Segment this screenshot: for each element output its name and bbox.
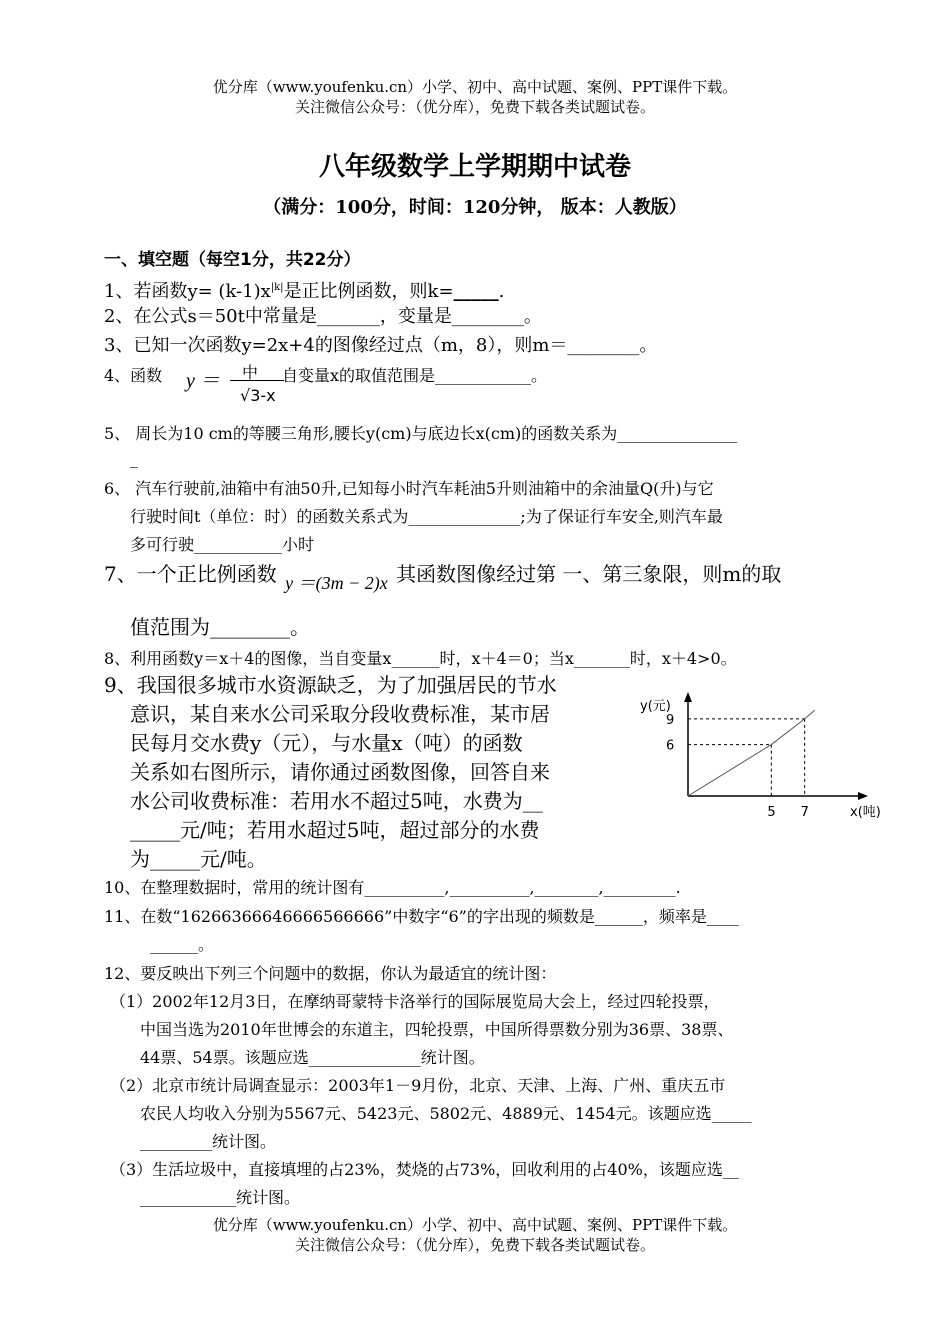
x-axis-label: x(吨) — [850, 805, 881, 820]
question-8: 8、利用函数y＝x＋4的图像，当自变量x______时，x＋4＝0；当x_______时，x＋4>0。 — [104, 649, 737, 668]
question-6-line-3: 多可行驶___________小时 — [130, 535, 315, 554]
question-3: 3、已知一次函数y=2x+4的图像经过点（m，8），则m＝________。 — [104, 335, 658, 356]
question-12-part-1-line-3: 44票、54票。该题应选______________统计图。 — [140, 1048, 485, 1067]
question-5: 5、 周长为10 cm的等腰三角形,腰长y(cm)与底边长x(cm)的函数关系为_______________ — [104, 424, 738, 443]
q1-text-b: 是正比例函数，则k= — [283, 281, 454, 302]
question-5-cont: _ — [130, 449, 138, 468]
water-fee-chart — [638, 690, 881, 830]
y-tick-label-1: 9 — [666, 712, 675, 728]
question-2: 2、在公式s＝50t中常量是_______，变量是________。 — [104, 306, 542, 327]
y-axis-label: y(元) — [640, 699, 671, 714]
question-4-label: 4、函数 — [104, 366, 163, 385]
section-fill-in-heading: 一、填空题（每空1分，共22分） — [104, 250, 361, 270]
question-7-line-1 — [104, 562, 782, 593]
y-axis-arrow — [684, 692, 692, 702]
question-11-cont: ______。 — [150, 935, 215, 954]
x-axis-arrow — [858, 792, 868, 800]
question-12-part-1-line-2: 中国当选为2010年世博会的东道主，四轮投票，中国所得票数分别为36票、38票、 — [140, 1020, 734, 1039]
question-9-line-3: 民每月交水费y（元），与水量x（吨）的函数 — [130, 731, 523, 755]
question-12-part-2-line-2: 农民人均收入分别为5567元、5423元、5802元、4889元、1454元。该题应选_____ — [140, 1104, 752, 1123]
header-line-1: 优分库（www.youfenku.cn）小学、初中、高中试题、案例、PPT课件下载。 — [212, 78, 738, 96]
question-12-intro: 12、要反映出下列三个问题中的数据，你认为最适宜的统计图： — [104, 964, 557, 983]
question-9-line-1: 9、我国很多城市水资源缺乏，为了加强居民的节水 — [104, 673, 557, 697]
question-1 — [104, 276, 504, 304]
q1-text-a: 1、若函数y= (k-1)x — [104, 281, 271, 302]
question-12-part-2-line-3: _________统计图。 — [140, 1132, 277, 1151]
x-tick-label-1: 7 — [800, 805, 809, 820]
question-4-text: 自变量x的取值范围是____________。 — [282, 366, 548, 385]
footer-line-1: 优分库（www.youfenku.cn）小学、初中、高中试题、案例、PPT课件下载。 — [212, 1216, 738, 1234]
question-7-line-2: 值范围为________。 — [130, 615, 310, 639]
question-12-part-2-line-1: （2）北京市统计局调查显示：2003年1－9月份，北京、天津、上海、广州、重庆五市 — [110, 1076, 726, 1095]
q7-formula: y ＝(3m − 2)x — [285, 573, 388, 593]
question-6-line-2: 行驶时间t（单位：时）的函数关系式为______________;为了保证行车安全,则汽车最 — [130, 507, 723, 526]
question-12-part-1-line-1: （1）2002年12月3日，在摩纳哥蒙特卡洛举行的国际展览局大会上，经过四轮投票， — [110, 992, 720, 1011]
footer-line-2: 关注微信公众号：（优分库），免费下载各类试题试卷。 — [294, 1236, 655, 1254]
question-9-line-6: _____元/吨；若用水超过5吨，超过部分的水费 — [130, 818, 540, 842]
q1-blank: _____ — [453, 281, 499, 302]
q1-exponent: |k| — [270, 282, 284, 293]
series-line-0 — [688, 710, 815, 796]
header-line-2: 关注微信公众号：（优分库），免费下载各类试题试卷。 — [294, 98, 655, 116]
question-10: 10、在整理数据时，常用的统计图有__________,__________,________,_________. — [104, 878, 681, 897]
question-12-part-3-line-2: ____________统计图。 — [140, 1188, 301, 1207]
x-tick-label-0: 5 — [767, 805, 776, 820]
question-9-line-2: 意识，某自来水公司采取分段收费标准，某市居 — [130, 702, 550, 726]
question-9-line-4: 关系如右图所示，请你通过函数图像，回答自来 — [130, 760, 550, 784]
question-12-part-3-line-1: （3）生活垃圾中，直接填埋的占23%，焚烧的占73%，回收利用的占40%，该题应选__ — [110, 1160, 739, 1179]
q1-end: . — [498, 281, 505, 302]
question-9-line-7: 为_____元/吨。 — [130, 847, 267, 871]
q4-denominator: √3-x — [240, 386, 276, 405]
page-subtitle: （满分：100分，时间：120分钟， 版本：人教版） — [263, 197, 687, 218]
q4-fraction-bar — [230, 380, 284, 381]
q7-text-a: 7、一个正比例函数 — [104, 562, 277, 586]
question-9-line-5: 水公司收费标准：若用水不超过5吨，水费为__ — [130, 789, 543, 813]
q4-fraction — [186, 360, 296, 410]
question-6-line-1: 6、 汽车行驶前,油箱中有油50升,已知每小时汽车耗油5升则油箱中的余油量Q(升)与它 — [104, 479, 714, 498]
q4-numerator: 中 — [242, 363, 259, 382]
q4-y-equals: y ＝ — [186, 370, 220, 392]
q7-text-b: 其函数图像经过第 一、第三象限，则m的取 — [396, 562, 782, 586]
y-tick-label-0: 6 — [666, 738, 675, 754]
page-title: 八年级数学上学期期中试卷 — [318, 152, 631, 182]
question-11: 11、在数“16266366646666566666”中数字“6”的字出现的频数是______，频率是____ — [104, 907, 739, 926]
